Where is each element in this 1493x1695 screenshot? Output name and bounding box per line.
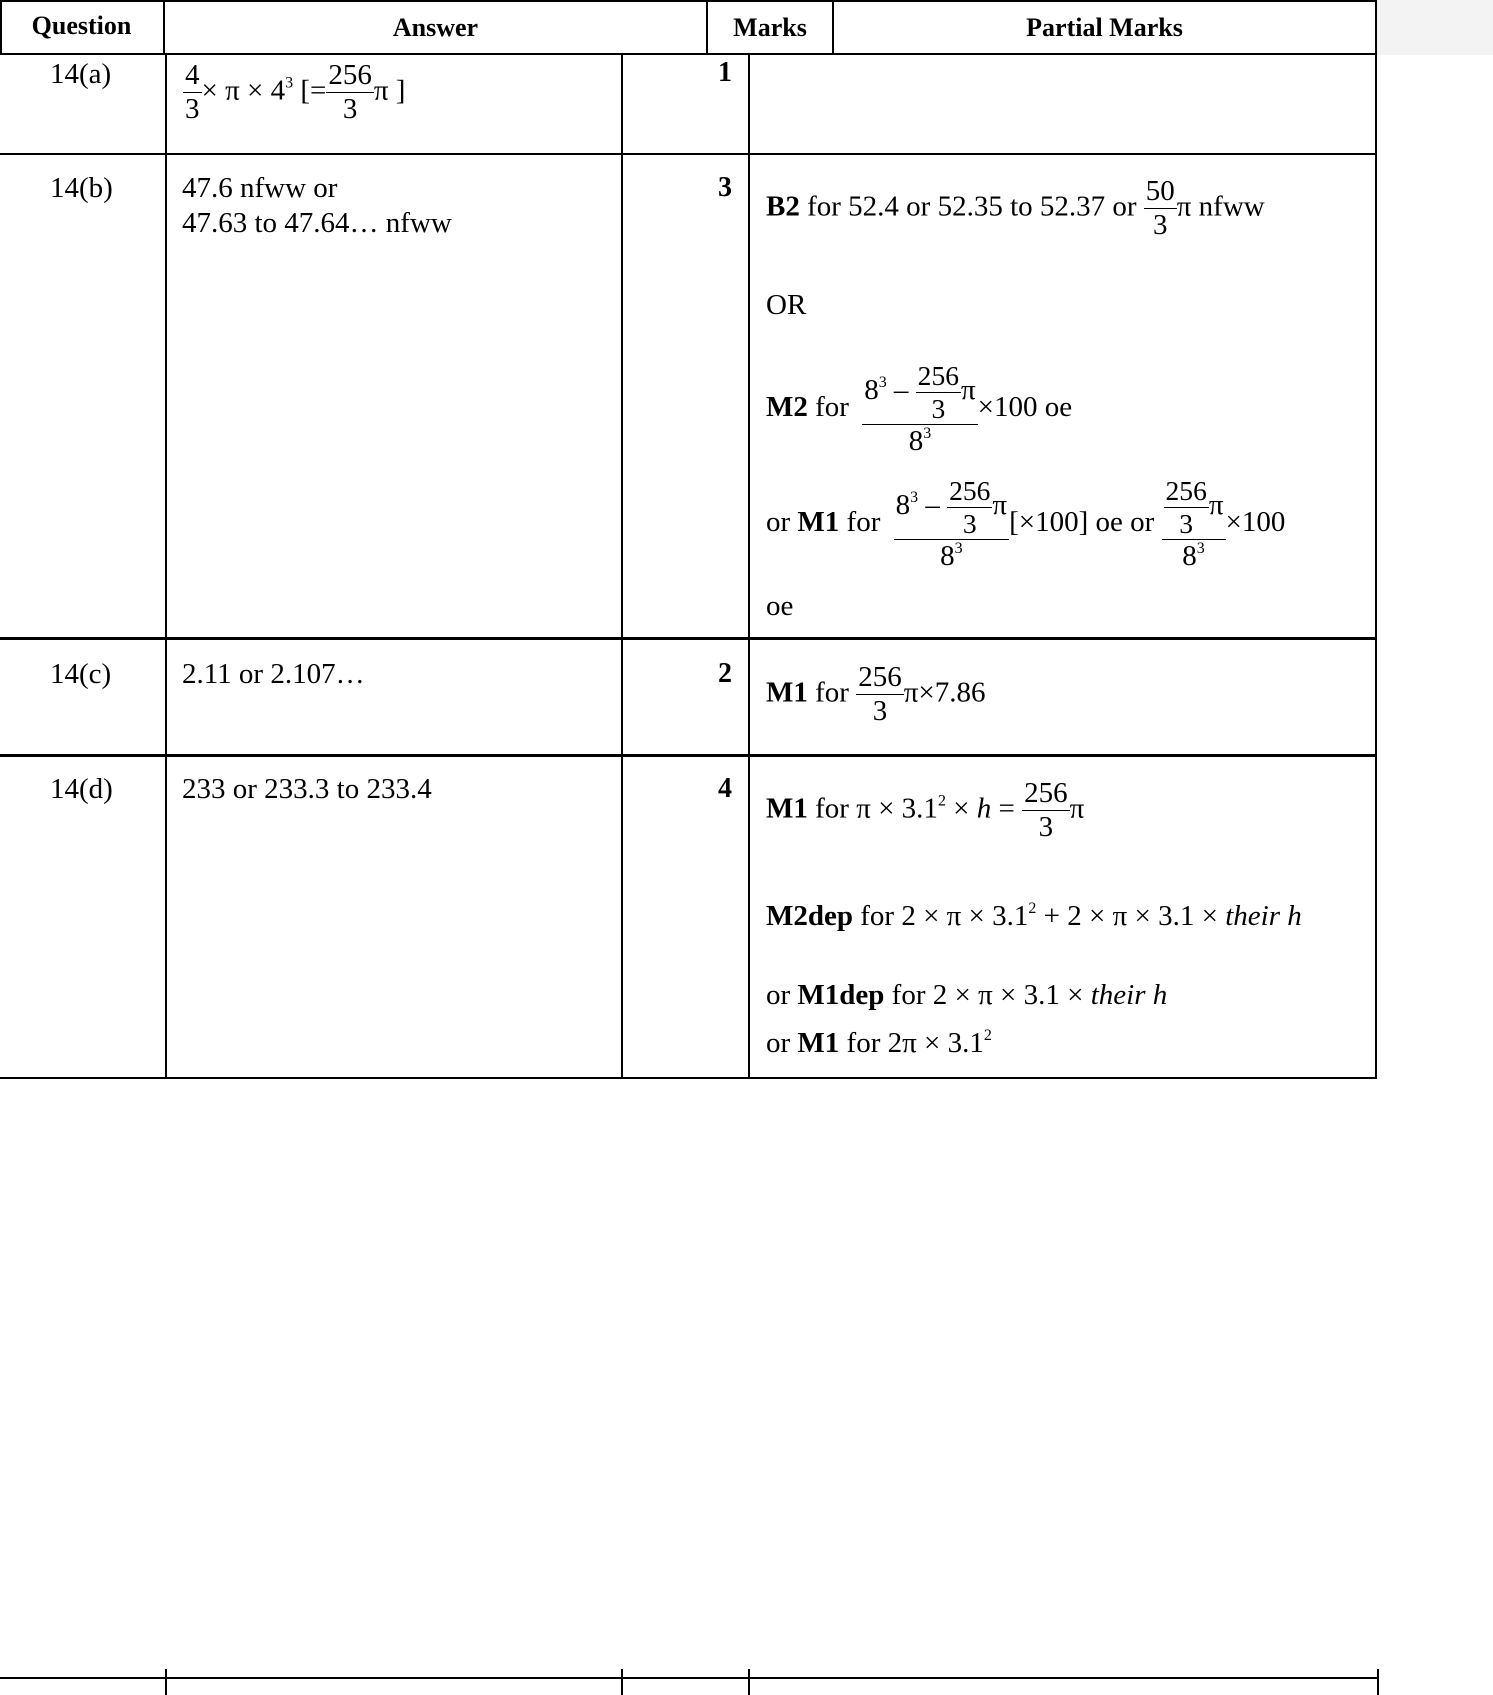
compound-fraction: $\frac{256}{3}$ π $8^3$ [1162,475,1226,574]
question-label: 14(b) [50,172,113,204]
header-question: Question [31,11,132,40]
row-border-b [0,637,1377,640]
header-partial-marks: Partial Marks [1026,13,1183,42]
fraction: $\frac{256}{3}$ [1024,777,1068,844]
row-border-d [0,1077,1377,1079]
fraction: $\frac{256}{3}$ [858,661,902,728]
answer-expression: $\frac{4}{3}$ × $\pi \times 4^3$ [= $\frac{256}{3}$ π ] [185,59,406,126]
column-divider-answer [165,55,167,1079]
next-table-divider-2 [621,1669,623,1695]
marks-value: 4 [718,773,732,804]
header-marks: Marks [733,13,807,42]
next-table-divider-4 [1377,1669,1379,1695]
partial-m1dep-line: or M1dep for 2 × π × 3.1 × their h [766,979,1168,1011]
header-answer: Answer [392,13,479,42]
answer-line-1: 47.6 nfww or [182,172,338,204]
partial-oe-line: oe [766,590,794,622]
question-label: 14(d) [50,773,113,805]
answer-value: 233 or 233.3 to 233.4 [182,773,432,805]
partial-or-line: OR [766,289,807,321]
next-table-divider-1 [165,1669,167,1695]
fraction: $\frac{256}{3}$ [328,59,372,126]
compound-fraction: $8^3$ – $\frac{256}{3}$ π $8^3$ [895,475,1008,573]
next-table-top-border [0,1677,1379,1679]
fraction: $\frac{4}{3}$ [185,59,200,126]
marks-value: 1 [718,57,732,88]
partial-m2-line: M2 for $8^3$ – $\frac{256}{3}$ π $8^3$ ×100 oe [766,360,1073,458]
partial-b2-line: B2 for 52.4 or 52.35 to 52.37 or $\frac{50}{3}$ π nfww [766,175,1265,242]
partial-m1-line: M1 for $\frac{256}{3}$ π×7.86 [766,661,986,728]
column-divider-right [1375,55,1377,1079]
column-divider-marks [621,55,623,1079]
question-label: 14(c) [50,658,112,690]
fraction: $\frac{50}{3}$ [1145,175,1175,242]
marks-value: 2 [718,658,732,689]
column-divider-partial [748,55,750,1079]
answer-line-2: 47.63 to 47.64… nfww [182,207,452,239]
next-table-divider-3 [748,1669,750,1695]
question-label: 14(a) [50,58,112,90]
partial-m2dep-line: M2dep for $2 \times \pi \times 3.1^2 + 2 \times \pi \times 3.1$ × their h [766,900,1302,932]
row-border-a [0,153,1377,155]
marks-value: 3 [718,172,732,203]
header-divider-5 [1375,0,1377,55]
row-border-c [0,754,1377,757]
header-top-border [0,0,1377,2]
partial-m1-line: or M1 for $8^3$ – $\frac{256}{3}$ π $8^3$ [×100] oe or $\frac{256}{3}$ π $8^3$ ×100 [766,475,1286,573]
answer-value: 2.11 or 2.107… [182,658,365,690]
partial-m1-line: M1 for $\pi \times 3.1^2 \times h$ = $\frac{256}{3}$ π [766,777,1085,844]
partial-m1-alt-line: or M1 for $2\pi \times 3.1^2$ [766,1027,992,1059]
compound-fraction: $8^3$ – $\frac{256}{3}$ π $8^3$ [864,360,976,458]
header-bottom-border [0,53,1377,55]
